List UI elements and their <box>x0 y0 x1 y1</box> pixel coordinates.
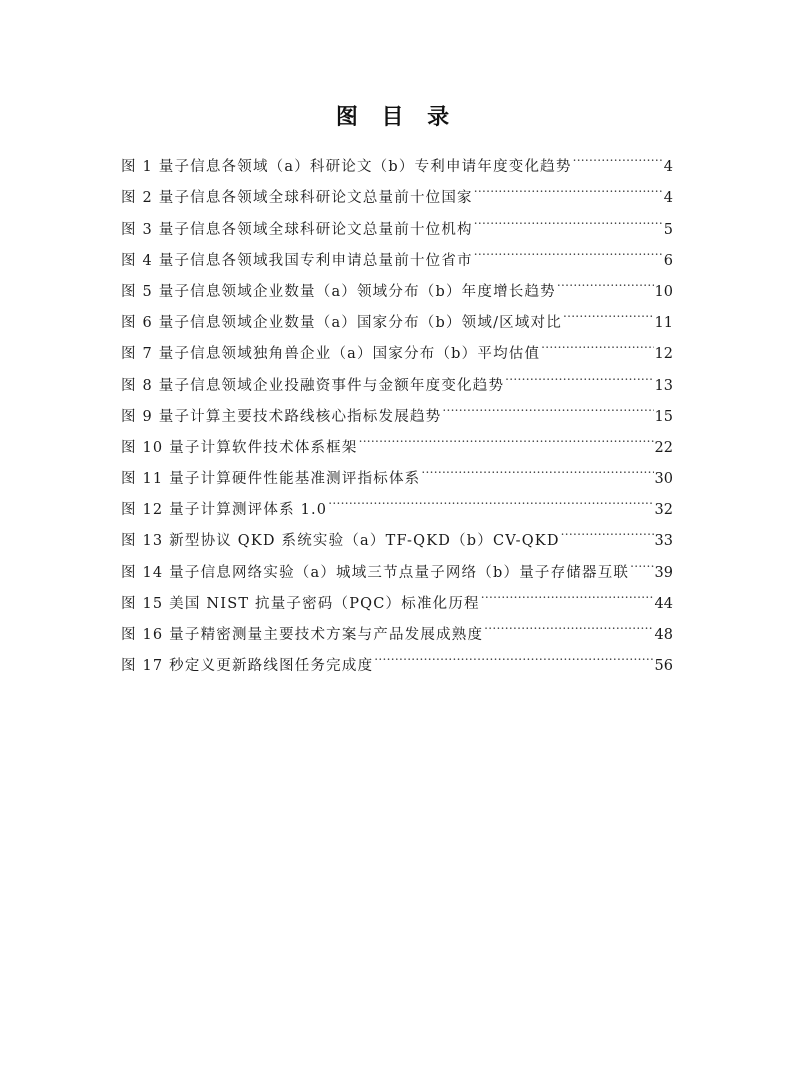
entry-label: 图 10 量子计算软件技术体系框架 <box>121 439 358 456</box>
entry-label: 图 17 秒定义更新路线图任务完成度 <box>121 658 374 675</box>
entry-label: 图 2 量子信息各领域全球科研论文总量前十位国家 <box>121 190 473 207</box>
entry-label: 图 15 美国 NIST 抗量子密码（PQC）标准化历程 <box>121 595 480 612</box>
entry-label: 图 11 量子计算硬件性能基准测评指标体系 <box>121 471 421 488</box>
entry-page-number: 5 <box>663 221 673 238</box>
entry-page-number: 12 <box>654 346 673 363</box>
dot-leader <box>474 171 663 202</box>
entry-label: 图 16 量子精密测量主要技术方案与产品发展成熟度 <box>121 627 484 643</box>
entry-label: 图 6 量子信息领域企业数量（a）国家分布（b）领域/区域对比 <box>121 315 562 332</box>
dot-leader <box>563 296 654 327</box>
entry-label: 图 5 量子信息领域企业数量（a）领域分布（b）年度增长趋势 <box>121 283 556 300</box>
dot-leader <box>374 639 653 670</box>
dot-leader <box>474 202 663 233</box>
entry-page-number: 32 <box>654 502 673 519</box>
entry-label: 图 9 量子计算主要技术路线核心指标发展趋势 <box>121 408 442 425</box>
entry-label: 图 7 量子信息领域独角兽企业（a）国家分布（b）平均估值 <box>121 346 541 363</box>
entry-label: 图 8 量子信息领域企业投融资事件与金额年度变化趋势 <box>121 377 505 394</box>
figure-list <box>121 140 673 675</box>
entry-page-number: 22 <box>654 439 673 456</box>
page-title: 图 目 录 <box>335 105 458 130</box>
entry-label: 图 4 量子信息各领域我国专利申请总量前十位省市 <box>121 252 473 269</box>
entry-label: 图 14 量子信息网络实验（a）城域三节点量子网络（b）量子存储器互联 <box>121 564 630 581</box>
dot-leader <box>557 265 654 296</box>
entry-page-number: 48 <box>654 627 673 643</box>
entry-label: 图 1 量子信息各领域（a）科研论文（b）专利申请年度变化趋势 <box>121 159 572 176</box>
dot-leader <box>328 483 653 514</box>
dot-leader <box>630 545 653 576</box>
entry-page-number: 33 <box>654 533 673 550</box>
entry-page-number: 4 <box>663 159 673 176</box>
dot-leader <box>573 140 663 171</box>
entry-label: 图 12 量子计算测评体系 1.0 <box>121 502 328 519</box>
dot-leader <box>421 452 653 483</box>
entry-page-number: 4 <box>663 190 673 207</box>
entry-page-number: 6 <box>663 252 673 269</box>
entry-page-number: 15 <box>654 408 673 425</box>
entry-page-number: 39 <box>654 564 673 581</box>
entry-page-number: 30 <box>654 471 673 488</box>
dot-leader <box>561 514 654 545</box>
dot-leader <box>541 327 653 358</box>
dot-leader <box>442 390 653 421</box>
dot-leader <box>359 421 654 452</box>
dot-leader <box>474 234 663 265</box>
dot-leader <box>481 577 654 608</box>
entry-page-number: 11 <box>654 315 673 332</box>
dot-leader <box>484 608 653 639</box>
entry-page-number: 13 <box>654 377 673 394</box>
entry-page-number: 44 <box>654 595 673 612</box>
entry-label: 图 3 量子信息各领域全球科研论文总量前十位机构 <box>121 221 473 238</box>
entry-label: 图 13 新型协议 QKD 系统实验（a）TF-QKD（b）CV-QKD <box>121 533 560 550</box>
toc-entry[interactable] <box>121 140 673 176</box>
entry-page-number: 56 <box>654 658 673 675</box>
entry-page-number: 10 <box>654 283 673 300</box>
dot-leader <box>505 358 653 389</box>
